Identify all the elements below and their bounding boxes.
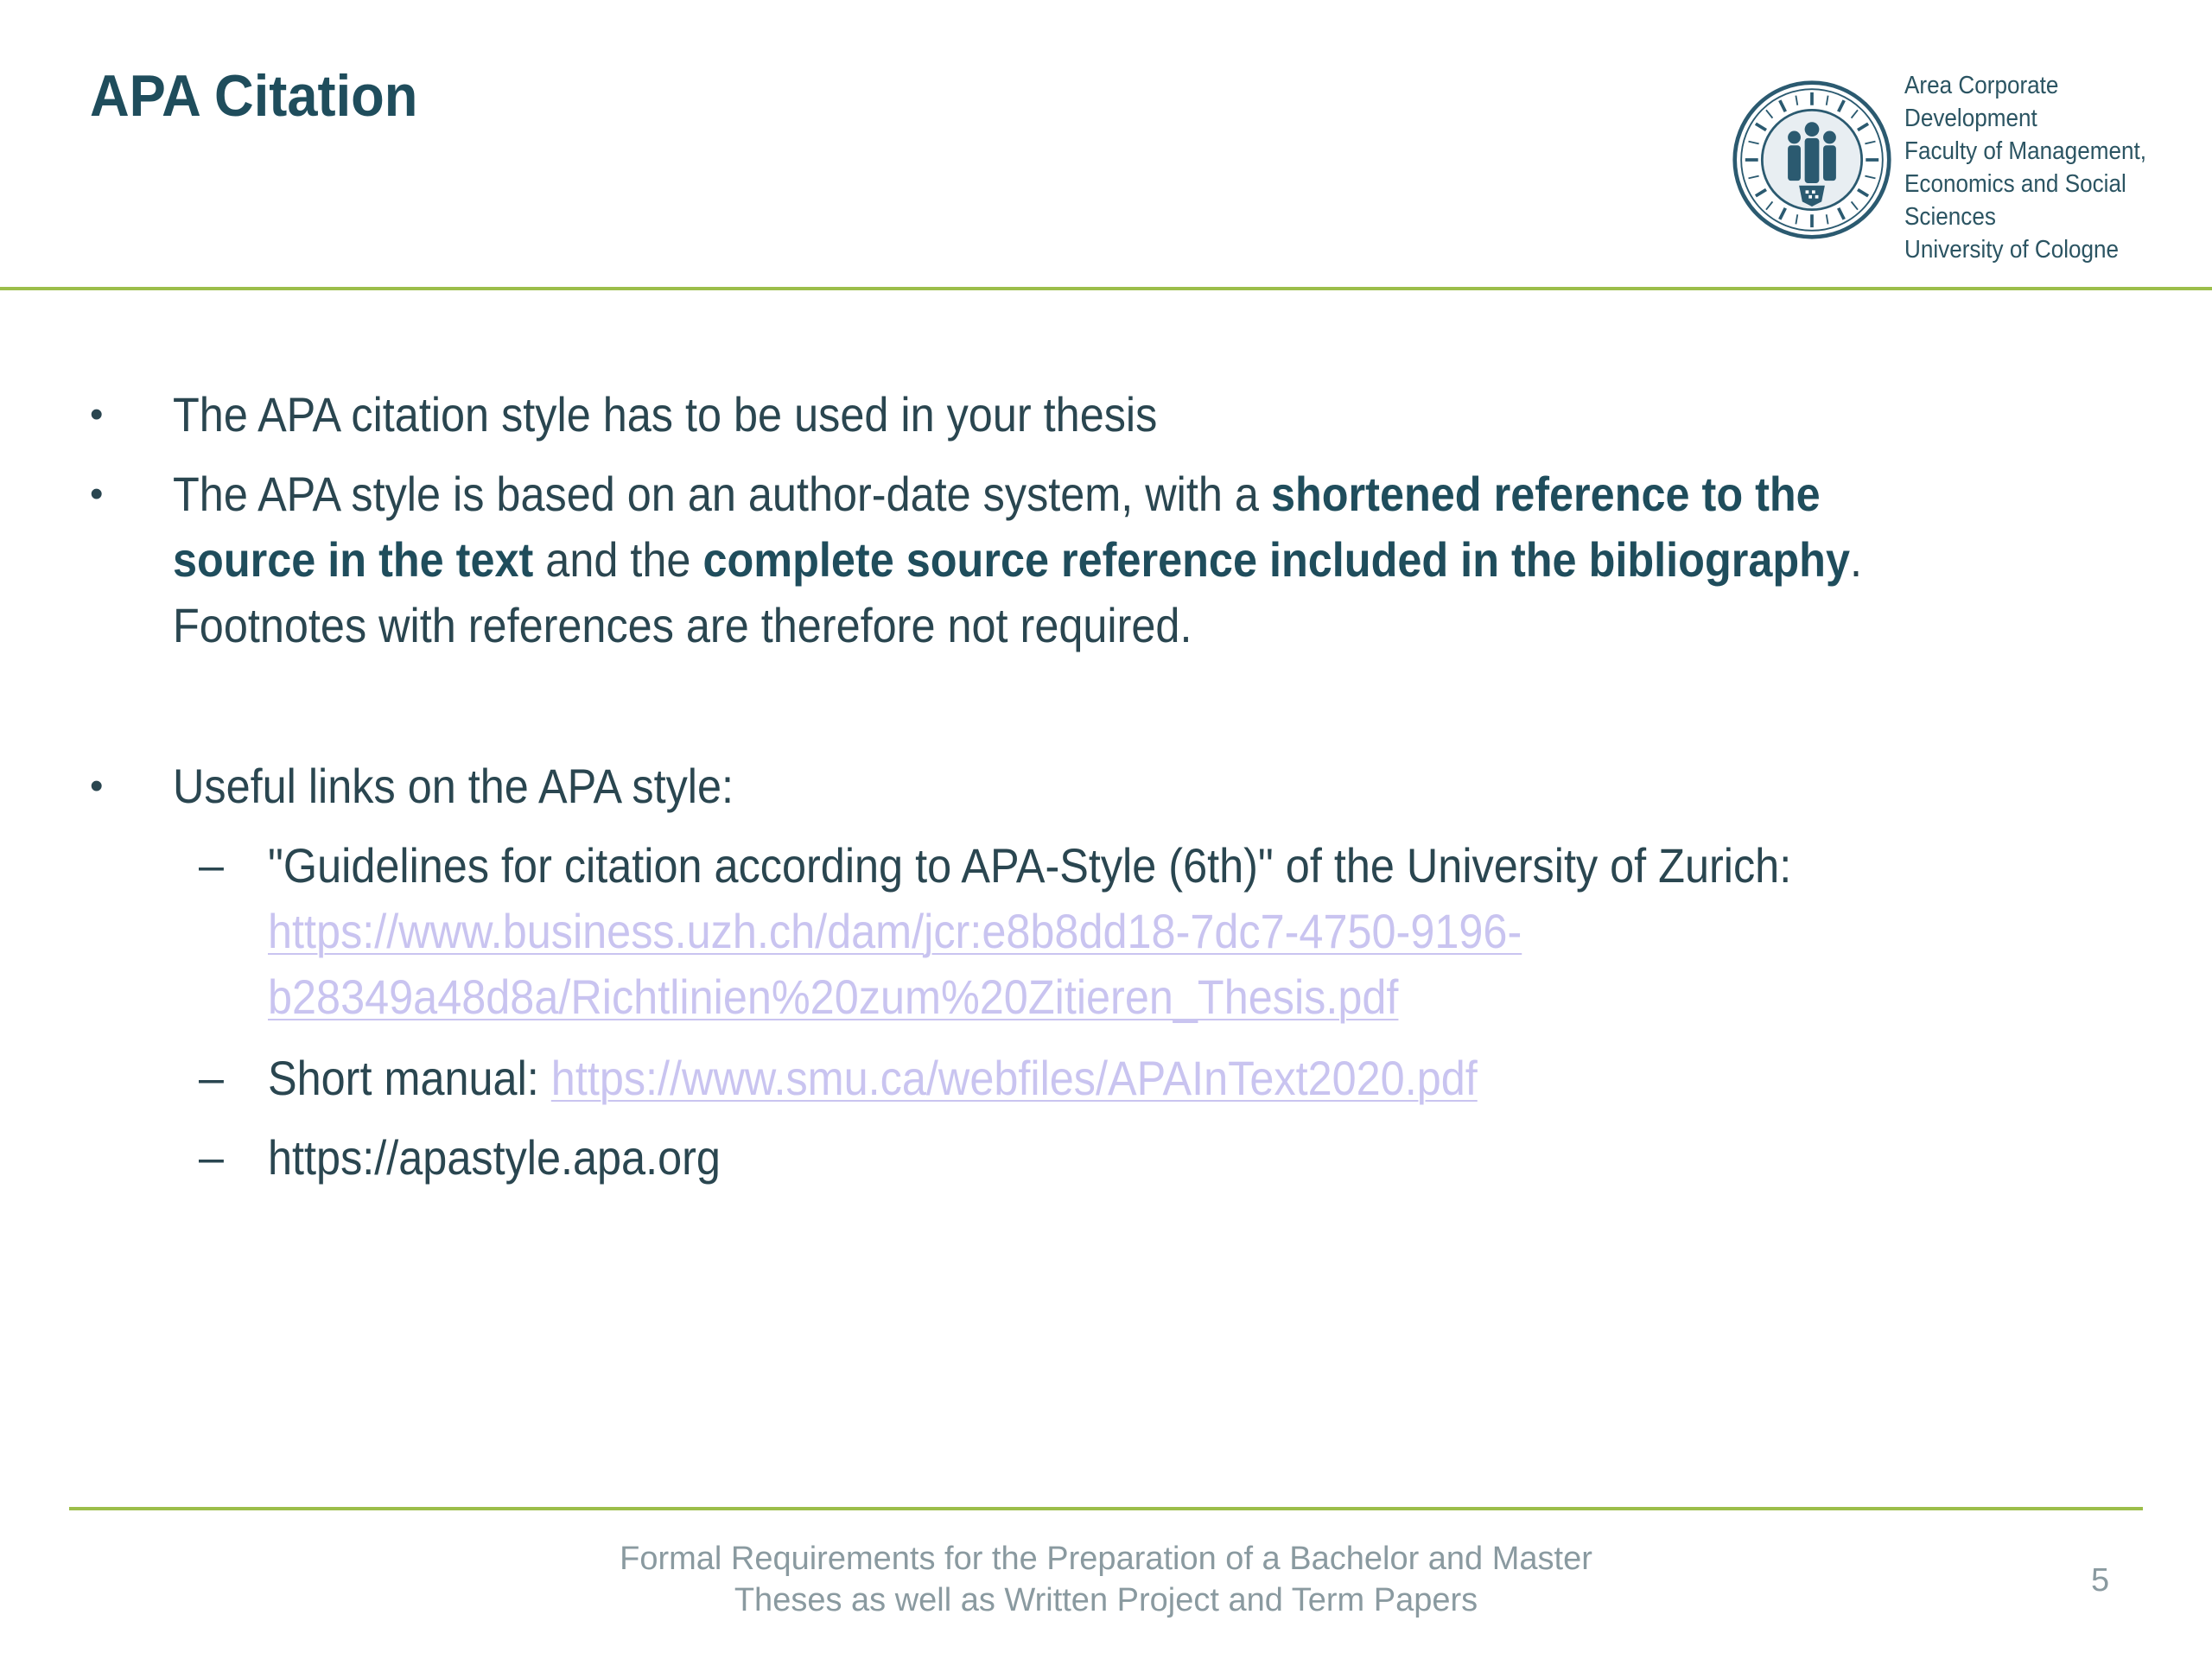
dash-marker: – xyxy=(199,1053,224,1103)
bullet-marker: • xyxy=(90,765,104,807)
zurich-guidelines-link-continued[interactable]: b28349a48d8a/Richtlinien%20zum%20Zitieren_Thesis.pdf xyxy=(268,969,1399,1024)
slide-title: APA Citation xyxy=(90,63,418,129)
org-line: Economics and Social xyxy=(1904,170,2126,198)
org-line: Faculty of Management, xyxy=(1904,137,2146,165)
sub-item-zurich-guidelines xyxy=(268,833,1979,1030)
page-number: 5 xyxy=(2091,1562,2110,1599)
zurich-guidelines-link[interactable]: https://www.business.uzh.ch/dam/jcr:e8b8dd18-7dc7-4750-9196- xyxy=(268,904,1522,958)
org-name xyxy=(1904,69,2146,266)
header-divider xyxy=(0,287,2212,290)
footer-line: Theses as well as Written Project and Term Papers xyxy=(734,1582,1478,1618)
bullet-item-apa-required: The APA citation style has to be used in your thesis xyxy=(173,387,1158,442)
bullet-item-useful-links: Useful links on the APA style: xyxy=(173,759,734,813)
bullet-text-part: . Footnotes with references are therefore not required. xyxy=(173,532,1862,652)
sub-item-apastyle: https://apastyle.apa.org xyxy=(268,1130,721,1185)
short-manual-label: Short manual: xyxy=(268,1051,551,1105)
bullet-marker: • xyxy=(90,393,104,435)
sub-item-text: "Guidelines for citation according to APA-Style (6th)" of the University of Zurich: xyxy=(268,838,1792,893)
bullet-bold-text: complete source reference included in the bibliography xyxy=(702,532,1850,587)
footer-line: Formal Requirements for the Preparation of a Bachelor and Master xyxy=(620,1541,1592,1577)
dash-marker: – xyxy=(199,1133,224,1183)
dash-marker: – xyxy=(199,841,224,891)
bullet-text-part: The APA style is based on an author-date system, with a xyxy=(173,467,1271,521)
short-manual-link[interactable]: https://www.smu.ca/webfiles/APAInText2020.pdf xyxy=(550,1051,1478,1105)
org-line: Area Corporate xyxy=(1904,72,2059,99)
footer-divider xyxy=(69,1507,2143,1510)
bullet-marker: • xyxy=(90,473,104,515)
footer-caption xyxy=(484,1538,1728,1621)
bullet-bold-text: shortened reference to the source in the text xyxy=(173,467,1821,587)
university-seal-icon xyxy=(1732,79,1892,240)
sub-item-short-manual xyxy=(268,1046,1979,1111)
org-line: Sciences xyxy=(1904,203,1996,231)
org-line: Development xyxy=(1904,105,2037,132)
org-block xyxy=(1728,69,2195,268)
org-line: University of Cologne xyxy=(1904,236,2120,264)
bullet-text-part: and the xyxy=(533,532,703,587)
bullet-item-author-date xyxy=(173,461,1961,658)
